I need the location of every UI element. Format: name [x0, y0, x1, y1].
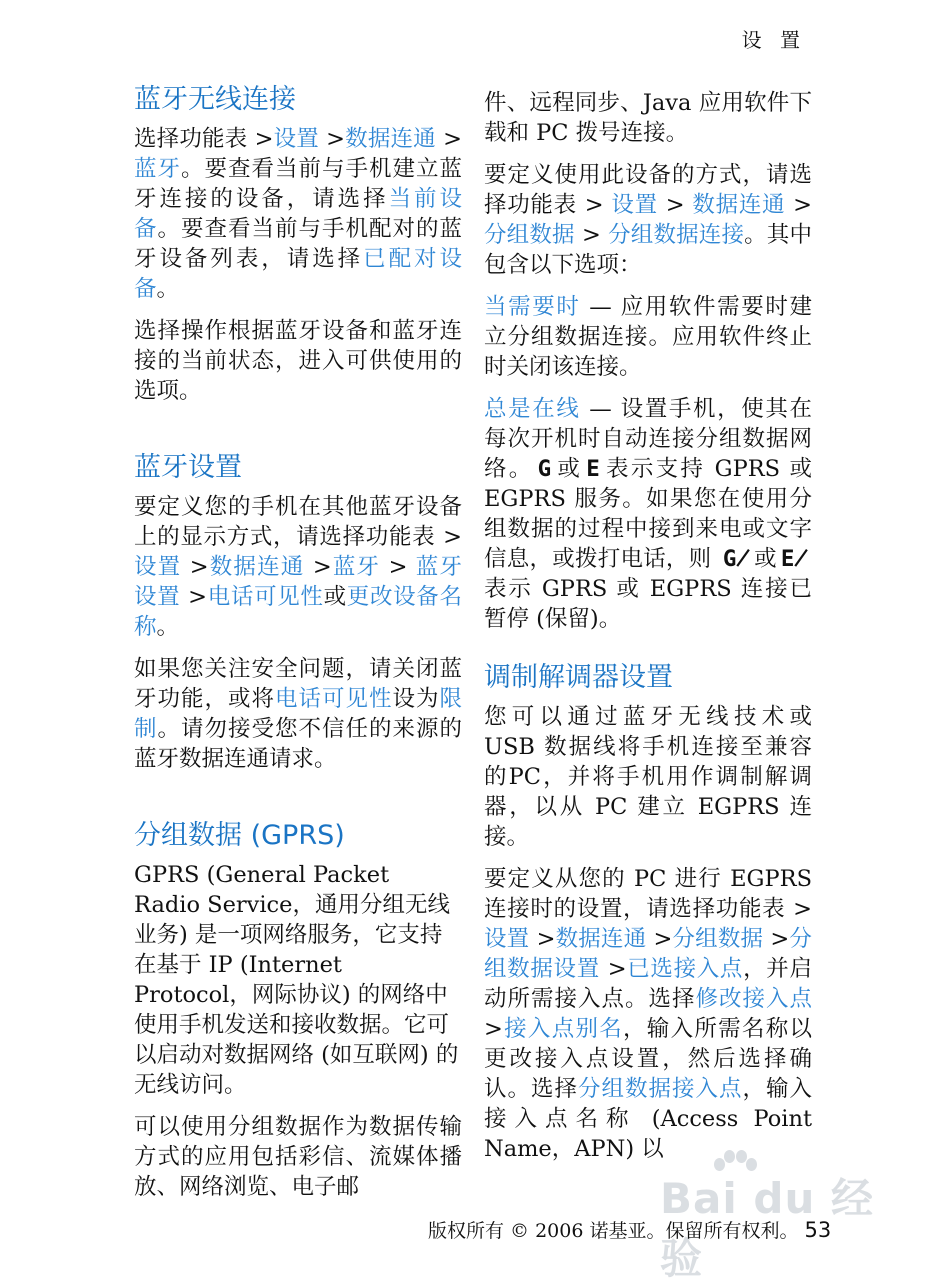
text-run: > [785, 192, 812, 218]
text-run: 表示 GPRS 或 EGPRS 连接已暂停 (保留)。 [484, 576, 812, 632]
status-icon: G̸ [722, 546, 750, 572]
text-run: > [529, 926, 556, 952]
paragraph [484, 394, 812, 634]
menu-link: 分组数据 [484, 222, 575, 248]
text-run: > [380, 554, 416, 580]
text-run: ，输入接入点名称 (Access Point Name，APN) 以 [484, 1076, 812, 1162]
text-run: ，输入所需名称以更改接入点设置，然后选择 [484, 1016, 812, 1072]
paragraph [134, 492, 462, 642]
text-run: > [599, 956, 627, 982]
menu-link: 设置 [134, 554, 182, 580]
menu-link: 分组数据接入点 [578, 1076, 743, 1102]
text-run: > [646, 926, 673, 952]
paragraph [484, 292, 812, 382]
text-run: > [304, 554, 332, 580]
menu-link: 蓝牙 [134, 156, 181, 182]
menu-link: 已选接入点 [626, 956, 744, 982]
paragraph [484, 160, 812, 280]
paragraph [134, 124, 462, 304]
menu-link: 更改设备名称 [134, 584, 462, 640]
menu-label: 确认 [484, 1046, 812, 1102]
menu-link: 当前设备 [134, 186, 462, 242]
heading-bluetooth-connection: 蓝牙无线连接 [134, 84, 296, 115]
menu-link: 电话可见性 [274, 686, 393, 712]
menu-link: 修改接入点 [695, 986, 812, 1012]
paragraph [484, 88, 812, 148]
text-run: 。 [156, 614, 180, 640]
text-run: > [318, 126, 346, 152]
menu-link: 蓝牙 [331, 554, 381, 580]
text-run: 。 [156, 276, 180, 302]
text-run: > [181, 554, 209, 580]
menu-link: 数据连通 [555, 926, 647, 952]
text-run: > [785, 896, 812, 922]
text-run: 如果您关注安全问题，请关闭蓝牙功能，或将 [134, 656, 462, 712]
menu-link: 分组数据设置 [484, 926, 812, 982]
page-footer [428, 1216, 831, 1243]
menu-link: 总是在线 [484, 396, 581, 422]
heading-packet-data: 分组数据 (GPRS) [134, 820, 345, 851]
text-run: 或 [555, 456, 583, 482]
menu-link: 电话可见性 [207, 584, 324, 610]
text-run: ，并启动所需接入点。选择 [484, 956, 812, 1012]
text-run: 。要查看当前与手机建立蓝牙连接的设备，请选择 [134, 156, 462, 212]
heading-bluetooth-settings: 蓝牙设置 [134, 452, 242, 483]
paragraph [134, 654, 462, 774]
text-run: > [484, 1016, 503, 1042]
text-run: 可以使用分组数据作为数据传输方式的应用包括彩信、流媒体播放、网络浏览、电子邮 [134, 1114, 462, 1200]
text-run: > [574, 222, 609, 248]
text-run: 要定义您的手机在其他蓝牙设备上的显示方式，请选择 [134, 494, 462, 550]
page-number: 53 [804, 1218, 832, 1242]
text-run: > [180, 584, 208, 610]
text-run: 选择 [134, 126, 180, 152]
text-run: > [576, 192, 612, 218]
text-run: > [657, 192, 693, 218]
text-run: 。要查看当前与手机配对的蓝牙设备列表，请选择 [134, 216, 462, 272]
left-column [134, 82, 462, 1214]
menu-label: 功能表 [715, 896, 786, 922]
text-run: 要定义使用此设备的方式，请选择 [484, 162, 812, 218]
paragraph [484, 864, 812, 1164]
text-run: 件、远程同步、Java 应用软件下载和 PC 拨号连接。 [484, 90, 812, 146]
menu-link: 限制 [134, 686, 462, 742]
text-run: 。请勿接受您不信任的来源的蓝牙数据连通请求。 [134, 716, 462, 772]
menu-link: 分组数据 [672, 926, 764, 952]
text-run: > [435, 524, 462, 550]
text-run: 设为 [392, 686, 440, 712]
menu-label: 功能表 [179, 126, 248, 152]
menu-link: 设置 [273, 126, 319, 152]
copyright-text: 版权所有 © 2006 诺基亚。保留所有权利。 [428, 1220, 799, 1242]
paragraph [134, 860, 462, 1100]
paragraph [134, 1112, 462, 1202]
status-icon: E̸ [780, 546, 808, 572]
paragraph [134, 316, 462, 406]
right-column [484, 88, 812, 1176]
menu-link: 数据连通 [208, 554, 305, 580]
menu-label: 功能表 [507, 192, 577, 218]
section-header: 设 置 [741, 28, 806, 52]
text-run: > [763, 926, 790, 952]
heading-modem-settings: 调制解调器设置 [484, 662, 673, 693]
menu-link: 分组数据连接 [608, 222, 745, 248]
watermark-text: Bai du 经验 [660, 1174, 874, 1283]
text-run: 要定义从您的 PC 进行 EGPRS 连接时的设置，请选择 [484, 866, 812, 922]
text-run: 。选择 [507, 1076, 578, 1102]
menu-link: 接入点别名 [502, 1016, 624, 1042]
menu-link: 设置 [611, 192, 658, 218]
status-icon: G [537, 456, 552, 482]
text-run: — 应用软件需要时建立分组数据连接。应用软件终止时关闭该连接。 [484, 294, 812, 380]
menu-link: 当需要时 [484, 294, 581, 320]
status-icon: E [586, 456, 600, 482]
menu-link: 数据连通 [345, 126, 436, 152]
text-run: 或 [753, 546, 777, 572]
menu-link: 蓝牙设置 [134, 554, 462, 610]
text-run: 。其中包含以下选项： [484, 222, 812, 278]
text-run: 或 [323, 584, 347, 610]
text-run: 您可以通过蓝牙无线技术或 USB 数据线将手机连接至兼容的PC，并将手机用作调制解调器，以从 PC 建立 EGPRS 连接。 [484, 704, 812, 850]
text-run: 表示支持 GPRS 或 EGPRS 服务。如果您在使用分组数据的过程中接到来电或文字信息，或拨打电话，则 [484, 456, 812, 572]
menu-label: 操作 [181, 318, 228, 344]
text-run: 根据蓝牙设备和蓝牙连接的当前状态，进入可供使用的选项。 [134, 318, 462, 404]
text-run: 选择 [134, 318, 181, 344]
text-run: GPRS (General Packet Radio Service，通用分组无线业务) 是一项网络服务，它支持在基于 IP (Internet Protocol，网际协议) 的网络中使用手机发送和接收数据。它可以启动对数据网络 (如互联网) 的无线访问。 [134, 862, 459, 1098]
menu-link: 已配对设备 [134, 246, 462, 302]
menu-link: 数据连通 [692, 192, 786, 218]
menu-label: 功能表 [365, 524, 436, 550]
menu-link: 设置 [484, 926, 530, 952]
text-run: — 设置手机，使其在每次开机时自动连接分组数据网络。 [484, 396, 812, 482]
text-run: > [247, 126, 274, 152]
paragraph [484, 702, 812, 852]
text-run: > [435, 126, 462, 152]
